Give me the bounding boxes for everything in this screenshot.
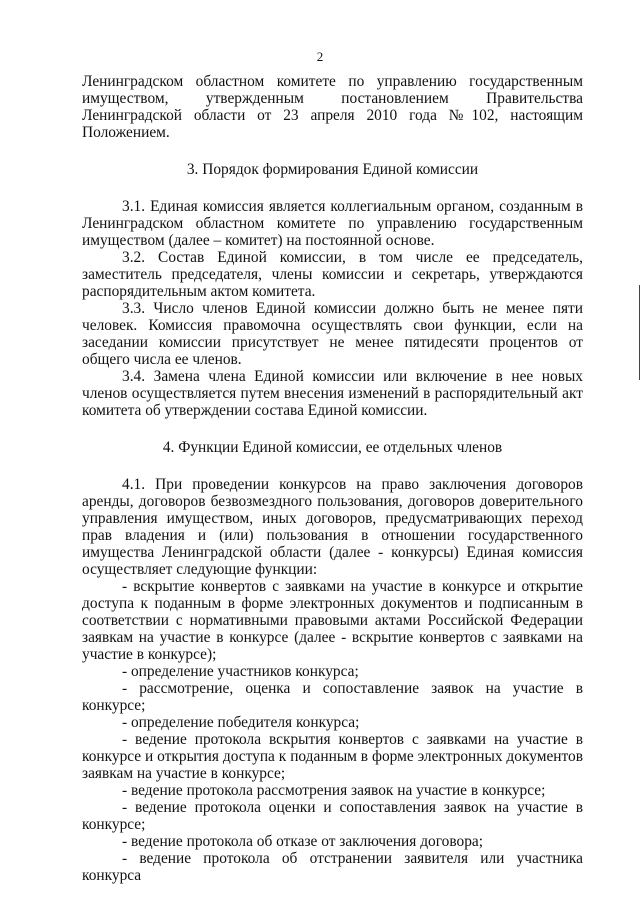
list-item-function: - определение участников конкурса; (122, 663, 359, 680)
list-item-function: - ведение протокола рассмотрения заявок на участие в конкурсе; (122, 782, 546, 799)
page-number: 2 (316, 49, 324, 64)
list-item-function: - ведение протокола об отстранении заявителя или участника конкурса (82, 850, 583, 884)
section-4-heading: 4. Функции Единой комиссии, ее отдельных членов (162, 439, 503, 456)
list-item-function: - ведение протокола оценки и сопоставления заявок на участие в конкурсе; (82, 799, 583, 833)
intro-paragraph: Ленинградском областном комитете по управлению государственным имуществом, утвержденным постановлением Правительства Ленинградской области от 23 апреля 2010 года №102, настоящим Положением. (82, 73, 583, 141)
paragraph-3-2: 3.2. Состав Единой комиссии, в том числе ее председатель, заместитель председателя, члены комиссии и секретарь, утверждаются распорядительным актом комитета. (82, 249, 583, 300)
list-item-function: - ведение протокола об отказе от заключения договора; (122, 833, 484, 850)
paragraph-3-1: 3.1. Единая комиссия является коллегиальным органом, созданным в Ленинградском областном комитете по управлению государственным имуществом (далее – комитет) на постоянной основе. (82, 198, 583, 249)
list-item-function: - вскрытие конвертов с заявками на участие в конкурсе и открытие доступа к поданным в форме электронных документов и подписанным в соответствии с нормативными правовыми актами Российской Федерации заявкам на участие в конкурсе (далее - вскрытие конвертов с заявками на участие в конкурсе); (82, 578, 583, 663)
document-body (82, 73, 583, 884)
list-item-function: - ведение протокола вскрытия конвертов с заявками на участие в конкурсе и открытия доступа к поданным в форме электронных документов заявкам на участие в конкурсе; (82, 731, 583, 782)
paragraph-3-3: 3.3. Число членов Единой комиссии должно быть не менее пяти человек. Комиссия правомочна осуществлять свои функции, если на заседании комиссии присутствует не менее пятидесяти процентов от общего числа ее членов. (82, 300, 583, 368)
section-3-heading: 3. Порядок формирования Единой комиссии (186, 161, 479, 178)
list-item-function: - рассмотрение, оценка и сопоставление заявок на участие в конкурсе; (82, 680, 583, 714)
paragraph-4-1: 4.1. При проведении конкурсов на право заключения договоров аренды, договоров безвозмездного пользования, договоров доверительного управления имуществом, иных договоров, предусматривающих переход прав владения и (или) пользования в отношении государственного имущества Ленинградской области (далее - конкурсы) Единая комиссия осуществляет следующие функции: (82, 476, 583, 578)
paragraph-3-4: 3.4. Замена члена Единой комиссии или включение в нее новых членов осуществляется путем внесения изменений в распорядительный акт комитета об утверждении состава Единой комиссии. (82, 368, 583, 419)
list-item-function: - определение победителя конкурса; (122, 714, 360, 731)
